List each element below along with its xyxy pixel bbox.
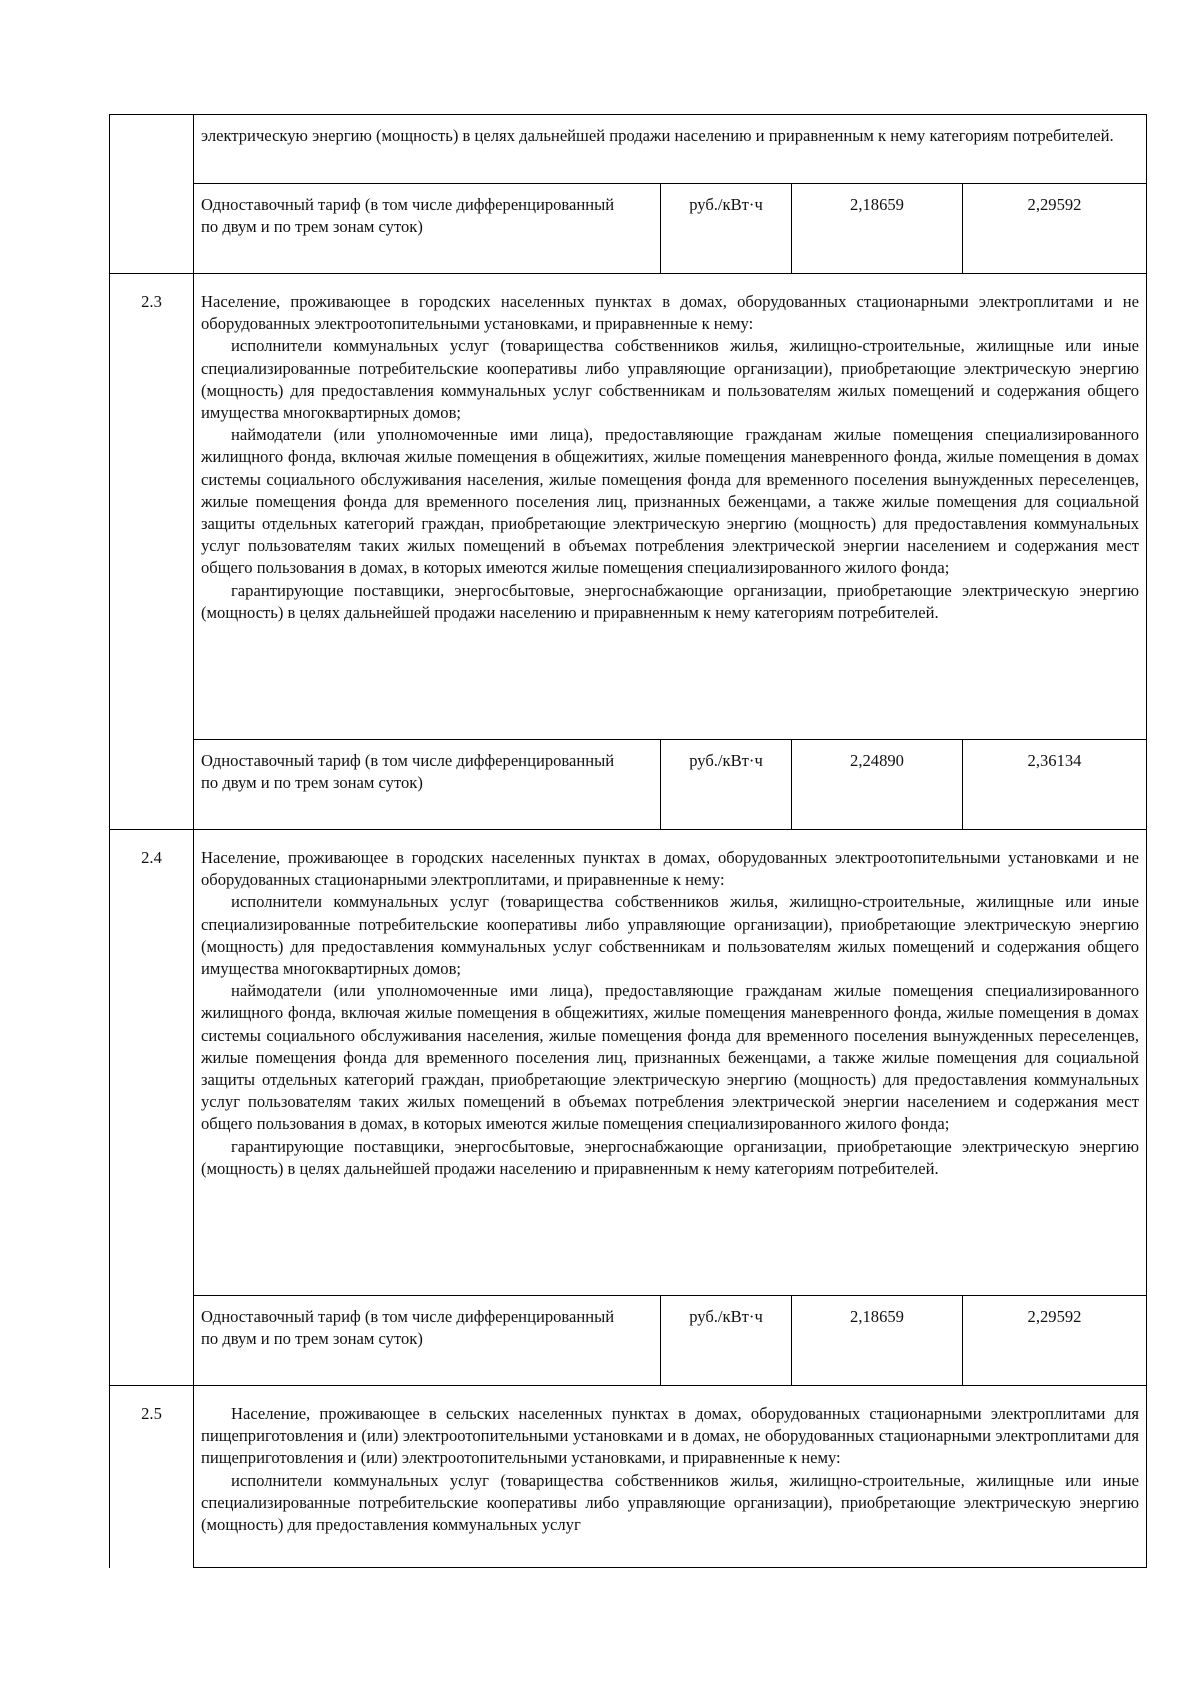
description-paragraph: Население, проживающее в сельских населенных пунктах в домах, оборудованных стационарными электроплитами для пищеприготовления и (или) электроотопительными установками и в домах, не оборудованных стационарными электроплитами для пищеприготовления и (или) электроотопительными установками, и приравненные к нему: <box>201 1404 1139 1468</box>
tariff-value-first-half: 2,18659 <box>850 195 904 214</box>
row-2-5-description <box>201 1403 1139 1565</box>
description-paragraph: исполнители коммунальных услуг (товарищества собственников жилья, жилищно-строительные, жилищные или иные специализированные потребительские кооперативы либо управляющие организации), приобретающие электрическую энергию (мощность) для предоставления коммунальных услуг <box>201 1470 1139 1535</box>
tariff-unit: руб./кВт·ч <box>689 195 763 214</box>
row-divider <box>109 273 1147 274</box>
description-paragraph: Население, проживающее в городских населенных пунктах в домах, оборудованных электроотопительными установками и не оборудованных стационарными электроплитами, и приравненные к нему: <box>201 848 1139 890</box>
row-number: 2.3 <box>141 292 162 311</box>
tariff-value-second-half: 2,36134 <box>1027 751 1082 770</box>
row-divider <box>109 829 1147 830</box>
tariff-name: Одноставочный тариф (в том числе дифференцированный по двум и по трем зонам суток) <box>201 1307 615 1349</box>
table-border-top <box>109 114 1147 115</box>
description-paragraph: Население, проживающее в городских населенных пунктах в домах, оборудованных стационарными электроплитами и не оборудованных электроотопительными установками, и приравненные к нему: <box>201 292 1139 334</box>
description-paragraph: гарантирующие поставщики, энергосбытовые, энергоснабжающие организации, приобретающие электрическую энергию (мощность) в целях дальнейшей продажи населению и приравненным к нему категориям потребителей. <box>201 580 1139 622</box>
row-divider <box>193 1567 1147 1568</box>
description-paragraph: наймодатели (или уполномоченные ими лица), предоставляющие гражданам жилые помещения специализированного жилищного фонда, включая жилые помещения в общежитиях, жилые помещения маневренного фонда, жилые помещения в домах системы социального обслуживания населения, жилые помещения фонда для временного поселения вынужденных переселенцев, жилые помещения фонда для временного поселения лиц, признанных беженцами, а также жилые помещения для социальной защиты отдельных категорий граждан, приобретающие электрическую энергию (мощность) для предоставления коммунальных услуг пользователям таких жилых помещений в объемах потребления электрической энергии населением и содержания мест общего пользования в домах, в которых имеются жилые помещения специализированного жилого фонда; <box>201 981 1139 1134</box>
row-divider <box>193 1295 1147 1296</box>
description-paragraph: наймодатели (или уполномоченные ими лица), предоставляющие гражданам жилые помещения специализированного жилищного фонда, включая жилые помещения в общежитиях, жилые помещения маневренного фонда, жилые помещения в домах системы социального обслуживания населения, жилые помещения фонда для временного поселения вынужденных переселенцев, жилые помещения фонда для временного поселения лиц, признанных беженцами, а также жилые помещения для социальной защиты отдельных категорий граждан, приобретающие электрическую энергию (мощность) для предоставления коммунальных услуг пользователям таких жилых помещений в объемах потребления электрической энергии населением и содержания мест общего пользования в домах, в которых имеются жилые помещения специализированного жилого фонда; <box>201 425 1139 578</box>
row-divider <box>193 183 1147 184</box>
tariff-value-first-half: 2,18659 <box>850 1307 904 1326</box>
row-divider <box>109 1385 1147 1386</box>
tariff-value-second-half: 2,29592 <box>1027 195 1082 214</box>
tariff-unit: руб./кВт·ч <box>689 751 763 770</box>
tariff-value-first-half: 2,24890 <box>850 751 904 770</box>
tariff-unit: руб./кВт·ч <box>689 1307 763 1326</box>
tariff-name: Одноставочный тариф (в том числе дифференцированный по двум и по трем зонам суток) <box>201 195 615 237</box>
row-2-2-description <box>201 125 1139 147</box>
row-number: 2.5 <box>141 1404 162 1423</box>
tariff-value-second-half: 2,29592 <box>1027 1307 1082 1326</box>
tariff-name: Одноставочный тариф (в том числе дифференцированный по двум и по трем зонам суток) <box>201 751 615 793</box>
description-paragraph: электрическую энергию (мощность) в целях дальнейшей продажи населению и приравненным к нему категориям потребителей. <box>201 126 1114 145</box>
column-divider-number <box>193 114 194 1568</box>
description-paragraph: гарантирующие поставщики, энергосбытовые, энергоснабжающие организации, приобретающие электрическую энергию (мощность) в целях дальнейшей продажи населению и приравненным к нему категориям потребителей. <box>201 1136 1139 1178</box>
table-border-right <box>1146 114 1147 1568</box>
row-divider <box>193 739 1147 740</box>
description-paragraph: исполнители коммунальных услуг (товарищества собственников жилья, жилищно-строительные, жилищные или иные специализированные потребительские кооперативы либо управляющие организации), приобретающие электрическую энергию (мощность) для предоставления коммунальных услуг собственникам и пользователям жилых помещений и содержания общего имущества многоквартирных домов; <box>201 336 1139 423</box>
row-2-3-description <box>201 291 1139 624</box>
row-number: 2.4 <box>141 848 162 867</box>
description-paragraph: исполнители коммунальных услуг (товарищества собственников жилья, жилищно-строительные, жилищные или иные специализированные потребительские кооперативы либо управляющие организации), приобретающие электрическую энергию (мощность) для предоставления коммунальных услуг собственникам и пользователям жилых помещений и содержания общего имущества многоквартирных домов; <box>201 892 1139 979</box>
row-2-4-description <box>201 847 1139 1180</box>
table-border-left <box>109 114 110 1568</box>
